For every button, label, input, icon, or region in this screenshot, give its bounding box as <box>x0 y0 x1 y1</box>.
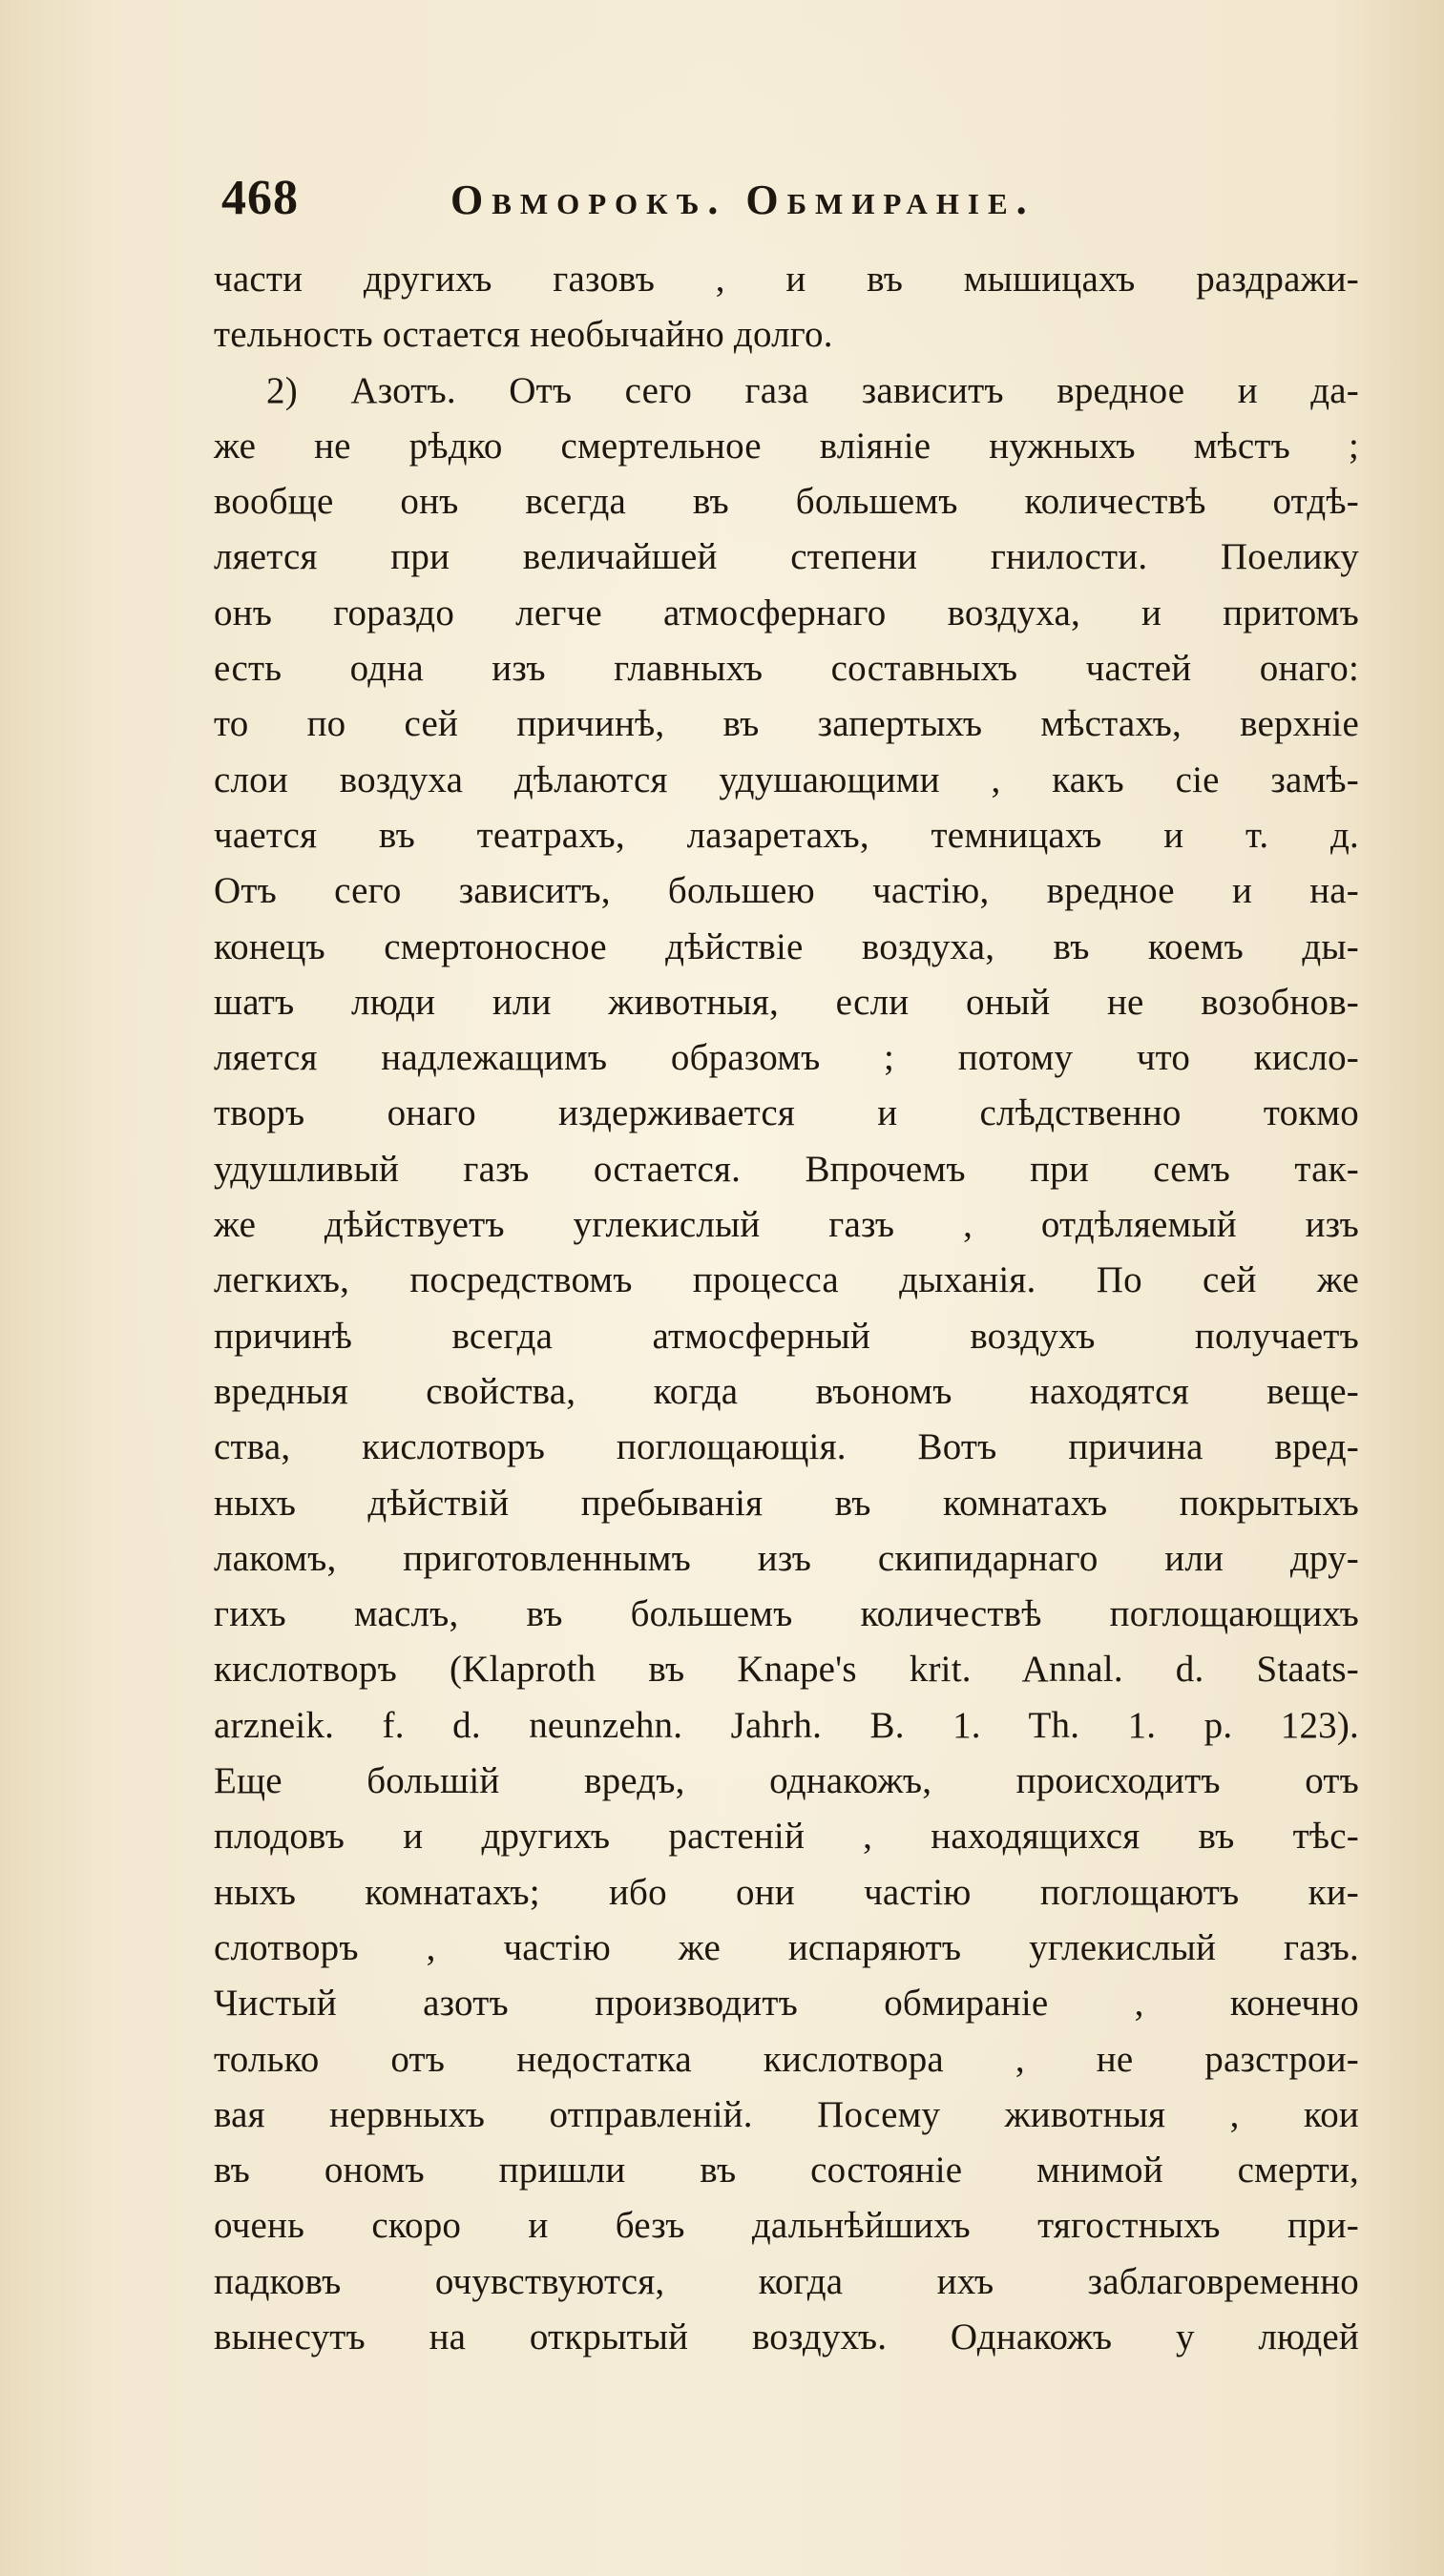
text-line: причинѣ всегда атмосферный воздухъ получаетъ <box>214 1315 1359 1357</box>
text-line: кислотворъ (Klaproth въ Knape's krit. Annal. d. Staats- <box>214 1649 1359 1691</box>
text-line: ныхъ комнатахъ; ибо они частiю поглощаютъ ки- <box>214 1871 1359 1913</box>
text-line: шатъ люди или животныя, если оный не возобнов- <box>214 981 1359 1023</box>
text-line: гихъ маслъ, въ большемъ количествѣ поглощающихъ <box>214 1593 1359 1635</box>
text-line: слои воздуха дѣлаются удушающими , какъ сie замѣ- <box>214 758 1359 800</box>
text-line: вообще онъ всегда въ большемъ количествѣ отдѣ- <box>214 481 1359 523</box>
text-line: чается въ театрахъ, лазаретахъ, темницахъ и т. д. <box>214 814 1359 856</box>
text-line: есть одна изъ главныхъ составныхъ частей онаго: <box>214 648 1359 690</box>
text-line: же не рѣдко смертельное влiянie нужныхъ мѣстъ ; <box>214 425 1359 467</box>
body-text <box>214 252 1359 2365</box>
text-line: Чистый азотъ производитъ обмиранie , конечно <box>214 1983 1359 2025</box>
text-line: удушливый газъ остается. Впрочемъ при семъ так- <box>214 1148 1359 1190</box>
text-line: Еще большiй вредъ, однакожъ, происходитъ отъ <box>214 1760 1359 1802</box>
text-line: вынесутъ на открытый воздухъ. Однакожъ у людей <box>214 2316 1359 2358</box>
page-header <box>221 170 1195 237</box>
text-line: очень скоро и безъ дальнѣйшихъ тягостныхъ при- <box>214 2205 1359 2247</box>
text-line: ства, кислотворъ поглощающiя. Вотъ причина вред- <box>214 1426 1359 1468</box>
text-line: 2) Азотъ. Отъ сего газа зависитъ вредное и да- <box>266 369 1359 411</box>
text-line: вредныя свойства, когда въономъ находятся веще- <box>214 1370 1359 1412</box>
text-line: творъ онаго издерживается и слѣдственно токмо <box>214 1092 1359 1134</box>
text-line: ляется надлежащимъ образомъ ; потому что кисло- <box>214 1037 1359 1079</box>
running-title: Овморокъ. Обмиранie. <box>450 177 1036 223</box>
text-line: тельность остается необычайно долго. <box>214 314 833 356</box>
text-line: слотворъ , частiю же испаряютъ углекислый газъ. <box>214 1926 1359 1968</box>
text-line: вая нервныхъ отправленiй. Посему животныя , кои <box>214 2093 1359 2135</box>
text-line: онъ гораздо легче атмосфернаго воздуха, и притомъ <box>214 592 1359 634</box>
text-line: то по сей причинѣ, въ запертыхъ мѣстахъ, верхнiе <box>214 703 1359 745</box>
text-line: ляется при величайшей степени гнилости. Поелику <box>214 536 1359 578</box>
page-number: 468 <box>221 171 299 225</box>
text-line: конецъ смертоносное дѣйствie воздуха, въ коемъ ды- <box>214 925 1359 967</box>
text-line: части другихъ газовъ , и въ мышицахъ раздражи- <box>214 259 1359 300</box>
text-line: же дѣйствуетъ углекислый газъ , отдѣляемый изъ <box>214 1204 1359 1246</box>
text-line: лакомъ, приготовленнымъ изъ скипидарнаго или дру- <box>214 1537 1359 1579</box>
text-line: падковъ очувствуются, когда ихъ заблаговременно <box>214 2260 1359 2302</box>
text-line: плодовъ и другихъ растенiй , находящихся въ тѣс- <box>214 1816 1359 1858</box>
text-line: только отъ недостатка кислотвора , не разстрои- <box>214 2038 1359 2080</box>
text-line: легкихъ, посредствомъ процесса дыханiя. По сей же <box>214 1259 1359 1301</box>
text-line: Отъ сего зависитъ, большею частiю, вредное и на- <box>214 870 1359 912</box>
text-line: въ ономъ пришли въ состоянie мнимой смерти, <box>214 2150 1359 2192</box>
text-line: ныхъ дѣйствiй пребыванiя въ комнатахъ покрытыхъ <box>214 1482 1359 1524</box>
text-line: arzneik. f. d. neunzehn. Jahrh. B. 1. Th. 1. p. 123). <box>214 1704 1359 1746</box>
